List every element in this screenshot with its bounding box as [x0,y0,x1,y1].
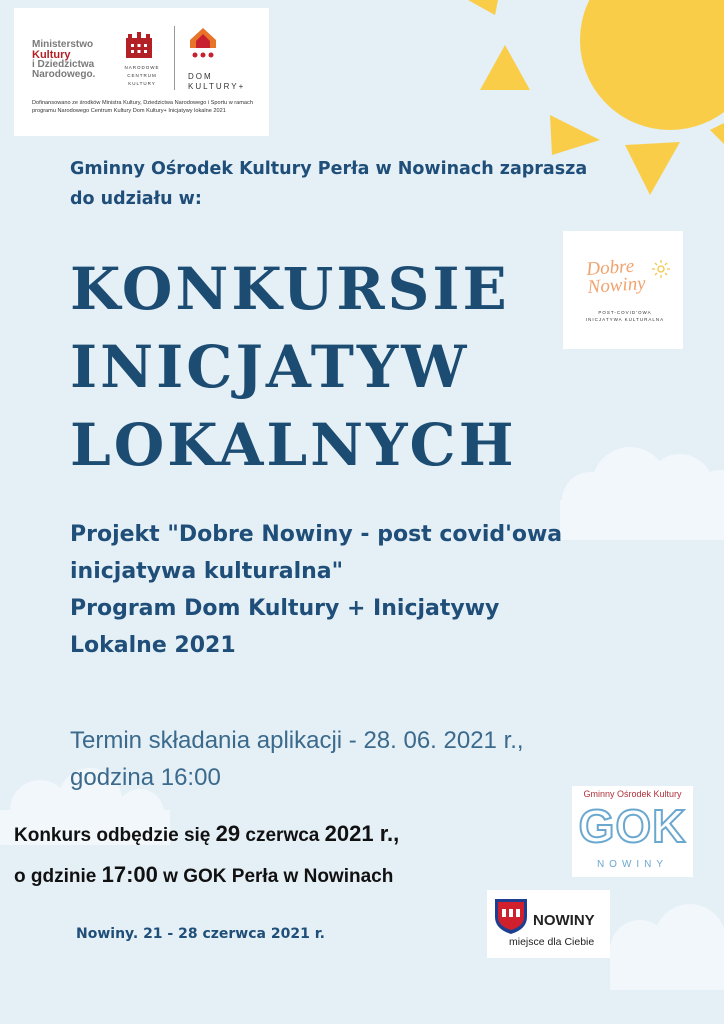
nowiny-logo: NOWINY miejsce dla Ciebie [487,890,610,958]
contest-info [14,814,574,896]
ministry-logo: Ministerstwo Kultury i Dziedzictwa Narodowego. [32,39,96,80]
contest-time-line: o gdzinie 17:00 w GOK Perła w Nowinach [14,862,394,887]
contest-date-line: Konkurs odbędzie się 29 czerwca 2021 r., [14,821,400,846]
intro-text: Gminny Ośrodek Kultury Perła w Nowinach zaprasza do udziału w: [70,159,588,209]
dobre-nowiny-subtitle: POST-COVID'OWA INICJATYWA KULTURALNA [585,310,665,322]
funding-note: Dofinansowano ze środków Ministra Kultury, Dziedzictwa Narodowego i Sportu w ramach programu Narodowego Centrum Kultury Dom Kultury+ Inicjatywy lokalne 2021 [32,100,253,114]
footer-date: Nowiny. 21 - 28 czerwca 2021 r. [76,926,325,942]
main-title: KONKURSIE INICJATYW LOKALNYCH [70,255,517,479]
house-logo-icon [188,26,218,60]
dobre-nowiny-title: Dobre Nowiny [585,255,647,298]
nck-emblem-icon [126,32,152,58]
dom-kultury-logo-text: DOM KULTURY+ [188,72,246,91]
dobre-nowiny-logo [563,231,683,349]
cloud-decoration [600,900,724,990]
project-description: Projekt "Dobre Nowiny - post covid'owa inicjatywa kulturalna" Program Dom Kultury + Inicjatywy Lokalne 2021 [70,522,563,658]
gok-logo: Gminny Ośrodek Kultury GOK NOWINY [572,786,693,877]
nck-logo-text: NARODOWE CENTRUM KULTURY [124,65,160,86]
coat-of-arms-icon [493,897,529,935]
logo-divider [174,26,175,90]
small-sun-icon [651,259,671,279]
application-deadline: Termin składania aplikacji - 28. 06. 2021 r., godzina 16:00 [70,727,524,791]
sponsor-logos [14,8,269,136]
